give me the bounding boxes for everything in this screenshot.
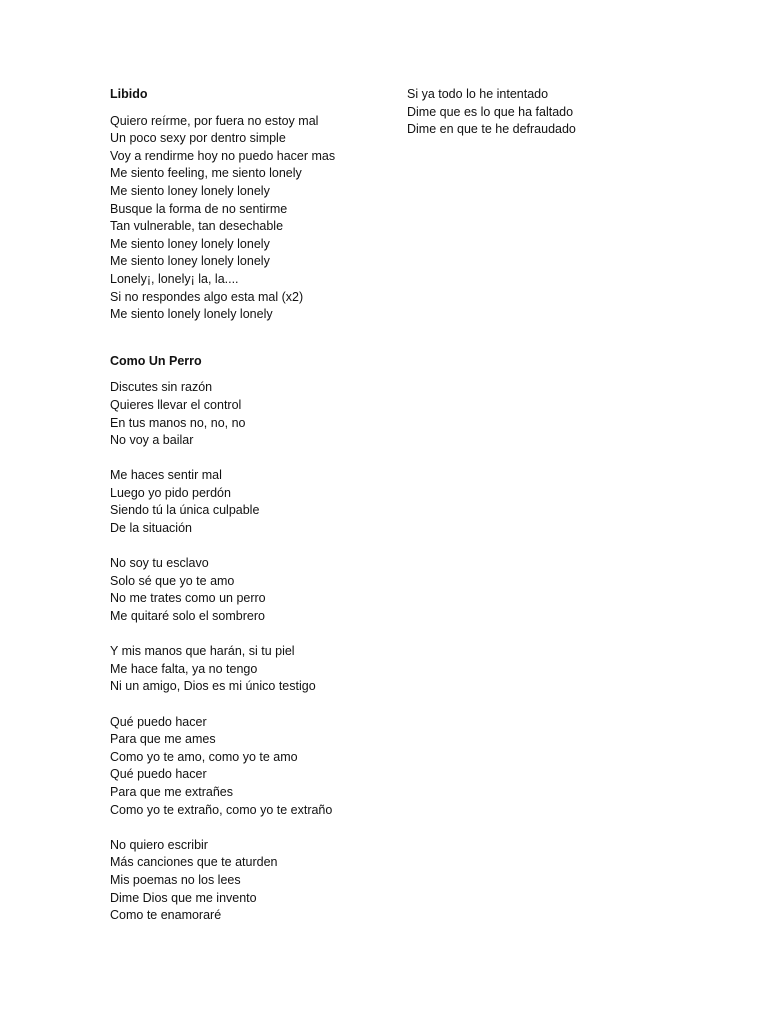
lyric-line: Quiero reírme, por fuera no estoy mal (110, 113, 319, 128)
song-libido (110, 86, 380, 324)
lyric-line: No soy tu esclavo (110, 556, 209, 571)
lyric-line: Y mis manos que harán, si tu piel (110, 644, 295, 659)
lyric-line: Dime en que te he defraudado (407, 122, 576, 137)
lyric-line: Ni un amigo, Dios es mi único testigo (110, 679, 316, 694)
stanza (110, 379, 380, 449)
lyric-line: Para que me extrañes (110, 784, 233, 799)
lyric-line: Como yo te extraño, como yo te extraño (110, 802, 333, 817)
lyric-line: Voy a rendirme hoy no puedo hacer mas (110, 148, 336, 163)
lyric-line: Me hace falta, ya no tengo (110, 661, 258, 676)
lyric-line: En tus manos no, no, no (110, 415, 246, 430)
lyric-line: Luego yo pido perdón (110, 485, 231, 500)
lyric-line: Siendo tú la única culpable (110, 503, 260, 518)
lyric-line: Solo sé que yo te amo (110, 573, 235, 588)
stanza (110, 467, 380, 537)
lyric-line: Lonely¡, lonely¡ la, la.... (110, 271, 239, 286)
lyric-line: Busque la forma de no sentirme (110, 201, 288, 216)
lyric-line: No voy a bailar (110, 433, 194, 448)
lyric-line: De la situación (110, 521, 192, 536)
lyric-line: Qué puedo hacer (110, 714, 207, 729)
lyric-line: No quiero escribir (110, 837, 208, 852)
lyric-line: No me trates como un perro (110, 591, 266, 606)
lyric-line: Tan vulnerable, tan desechable (110, 219, 284, 234)
right-column (407, 86, 687, 156)
lyric-line: Dime Dios que me invento (110, 890, 257, 905)
lyric-line: Me quitaré solo el sombrero (110, 609, 265, 624)
lyric-line: Mis poemas no los lees (110, 872, 241, 887)
lyric-line: Si ya todo lo he intentado (407, 87, 549, 101)
lyric-line: Me siento lonely lonely lonely (110, 307, 273, 322)
lyric-line: Dime que es lo que ha faltado (407, 104, 574, 119)
lyric-line: Como yo te amo, como yo te amo (110, 749, 298, 764)
stanza (110, 837, 380, 925)
song-title: Libido (110, 87, 148, 101)
stanza (110, 643, 380, 696)
lyric-line: Me siento feeling, me siento lonely (110, 166, 302, 181)
lyric-line: Me siento loney lonely lonely (110, 236, 270, 251)
lyric-line: Quieres llevar el control (110, 397, 242, 412)
lyric-line: Me siento loney lonely lonely (110, 183, 270, 198)
lyric-line: Me haces sentir mal (110, 468, 222, 483)
lyric-line: Para que me ames (110, 732, 216, 747)
lyric-line: Más canciones que te aturden (110, 855, 278, 870)
lyric-line: Como te enamoraré (110, 908, 222, 923)
lyric-line: Me siento loney lonely lonely (110, 254, 270, 269)
lyric-line: Qué puedo hacer (110, 767, 207, 782)
left-column (110, 86, 380, 954)
lyric-line: Un poco sexy por dentro simple (110, 131, 286, 146)
song-como-un-perro (110, 353, 380, 925)
stanza (407, 86, 687, 139)
stanza (110, 714, 380, 820)
lyric-line: Discutes sin razón (110, 380, 213, 395)
stanza (110, 555, 380, 625)
song-title: Como Un Perro (110, 353, 202, 368)
lyric-line: Si no respondes algo esta mal (x2) (110, 289, 304, 304)
stanza (110, 113, 380, 324)
